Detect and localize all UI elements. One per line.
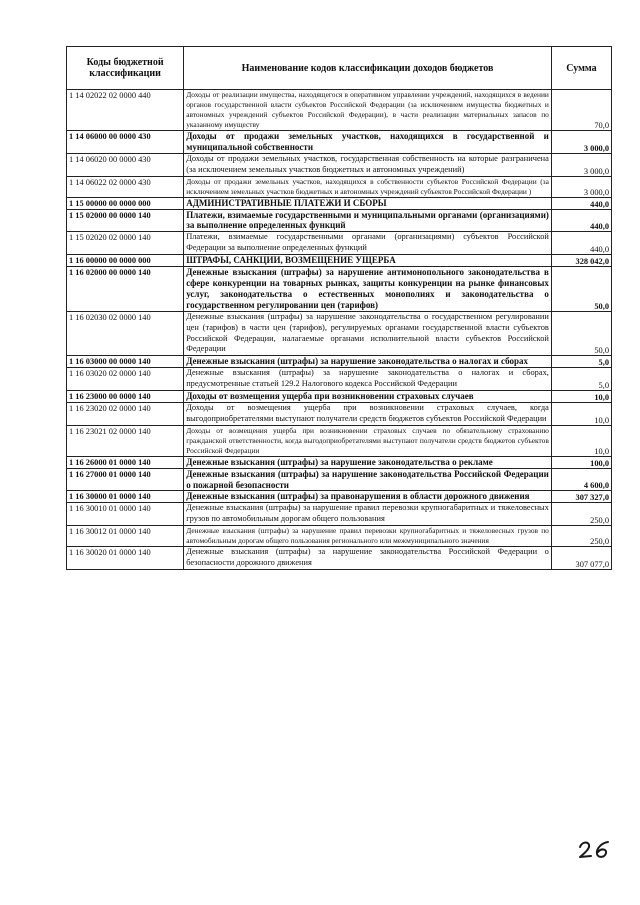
row-name: Денежные взыскания (штрафы) за правонарушения в области дорожного движения	[184, 491, 552, 503]
table-row	[67, 368, 612, 391]
row-code: 1 16 03000 00 0000 140	[67, 356, 184, 368]
row-amount: 3 000,0	[551, 131, 611, 154]
row-code: 1 15 02020 02 0000 140	[67, 232, 184, 255]
handwritten-page-number	[577, 838, 613, 860]
row-code: 1 14 06022 02 0000 430	[67, 176, 184, 197]
row-name: Денежные взыскания (штрафы) за нарушение законодательства Российской Федерации о пожарной безопасности	[184, 468, 552, 491]
row-code: 1 14 02022 02 0000 440	[67, 90, 184, 131]
row-amount: 70,0	[551, 90, 611, 131]
row-amount: 3 000,0	[551, 176, 611, 197]
header-name: Наименование кодов классификации доходов бюджетов	[184, 47, 552, 90]
row-name: Доходы от возмещения ущерба при возникновении страховых случаев, когда выгодоприобретателями выступают получатели средств бюджетов субъектов Российской Федерации	[184, 402, 552, 425]
table-row	[67, 255, 612, 267]
table-row	[67, 356, 612, 368]
row-amount: 307 077,0	[551, 547, 611, 570]
row-name: Денежные взыскания (штрафы) за нарушение правил перевозки крупногабаритных и тяжеловесных грузов по автомобильным дорогам общего пользования	[184, 503, 552, 526]
row-amount: 328 042,0	[551, 255, 611, 267]
row-code: 1 16 23021 02 0000 140	[67, 425, 184, 456]
row-code: 1 15 00000 00 0000 000	[67, 197, 184, 209]
row-amount: 307 327,0	[551, 491, 611, 503]
row-name: Денежные взыскания (штрафы) за нарушение правил перевозки крупногабаритных и тяжеловесных грузов по автомобильным дорогам общего пользования регионального или межмуниципального значения	[184, 526, 552, 547]
row-name: Денежные взыскания (штрафы) за нарушение законодательства о налогах и сборах, предусмотренные статьей 129.2 Налогового кодекса Российской Федерации	[184, 368, 552, 391]
table-row	[67, 176, 612, 197]
table-row	[67, 402, 612, 425]
row-name: Денежные взыскания (штрафы) за нарушение законодательства Российской Федерации о безопасности дорожного движения	[184, 547, 552, 570]
table-row	[67, 503, 612, 526]
row-amount: 5,0	[551, 356, 611, 368]
table-header-row	[67, 47, 612, 90]
row-amount: 440,0	[551, 197, 611, 209]
row-amount: 100,0	[551, 456, 611, 468]
row-name: Доходы от возмещения ущерба при возникновении страховых случаев по обязательному страхованию гражданской ответственности, когда выгодоприобретателями выступают получатели средств бюджетов субъектов Российской Федерации	[184, 425, 552, 456]
row-name: ШТРАФЫ, САНКЦИИ, ВОЗМЕЩЕНИЕ УЩЕРБА	[184, 255, 552, 267]
row-amount: 10,0	[551, 391, 611, 403]
row-code: 1 16 03020 02 0000 140	[67, 368, 184, 391]
row-amount: 10,0	[551, 425, 611, 456]
table-row	[67, 232, 612, 255]
row-code: 1 16 27000 01 0000 140	[67, 468, 184, 491]
row-name: Денежные взыскания (штрафы) за нарушение законодательства о государственном регулировании цен (тарифов) в части цен (тарифов), регулируемых органами государственной власти субъектов Российской Федерации, налагаемые органами исполнительной власти субъектов Российской Федерации	[184, 311, 552, 356]
row-code: 1 15 02000 00 0000 140	[67, 209, 184, 232]
row-code: 1 16 23000 00 0000 140	[67, 391, 184, 403]
row-name: Доходы от продажи земельных участков, находящихся в собственности субъектов Российской Федерации (за исключением земельных участков бюджетных и автономных учреждений субъектов Российской Федерации )	[184, 176, 552, 197]
header-amount: Сумма	[551, 47, 611, 90]
table-row	[67, 311, 612, 356]
row-name: Денежные взыскания (штрафы) за нарушение законодательства о налогах и сборах	[184, 356, 552, 368]
table-body	[67, 90, 612, 570]
row-amount: 250,0	[551, 503, 611, 526]
row-code: 1 16 30020 01 0000 140	[67, 547, 184, 570]
row-code: 1 16 30010 01 0000 140	[67, 503, 184, 526]
row-code: 1 16 26000 01 0000 140	[67, 456, 184, 468]
row-amount: 3 000,0	[551, 153, 611, 176]
row-code: 1 16 30000 01 0000 140	[67, 491, 184, 503]
table-row	[67, 468, 612, 491]
row-name: Доходы от продажи земельных участков, находящихся в государственной и муниципальной собственности	[184, 131, 552, 154]
table-row	[67, 391, 612, 403]
revenue-classification-table	[66, 46, 612, 570]
row-amount: 250,0	[551, 526, 611, 547]
table-row	[67, 526, 612, 547]
row-amount: 5,0	[551, 368, 611, 391]
row-code: 1 16 02030 02 0000 140	[67, 311, 184, 356]
row-name: Платежи, взимаемые государственными органами (организациями) субъектов Российской Федерации за выполнение определенных функций	[184, 232, 552, 255]
table-row	[67, 131, 612, 154]
table-row	[67, 267, 612, 312]
row-name: Денежные взыскания (штрафы) за нарушение законодательства о рекламе	[184, 456, 552, 468]
header-code: Коды бюджетной классификации	[67, 47, 184, 90]
row-amount: 50,0	[551, 311, 611, 356]
row-code: 1 14 06020 00 0000 430	[67, 153, 184, 176]
row-amount: 440,0	[551, 209, 611, 232]
row-code: 1 16 00000 00 0000 000	[67, 255, 184, 267]
row-name: Доходы от продажи земельных участков, государственная собственность на которые разграничена (за исключением земельных участков бюджетных и автономных учреждений)	[184, 153, 552, 176]
row-amount: 440,0	[551, 232, 611, 255]
row-name: Доходы от реализации имущества, находящегося в оперативном управлении учреждений, находящихся в ведении органов государственной власти субъектов Российской Федерации (за исключением имущества бюджетных и автономных учреждений субъектов Российской Федерации), в части реализации материальных запасов по указанному имуществу	[184, 90, 552, 131]
row-name: Платежи, взимаемые государственными и муниципальными органами (организациями) за выполнение определенных функций	[184, 209, 552, 232]
row-amount: 50,0	[551, 267, 611, 312]
row-code: 1 16 23020 02 0000 140	[67, 402, 184, 425]
row-name: АДМИНИСТРАТИВНЫЕ ПЛАТЕЖИ И СБОРЫ	[184, 197, 552, 209]
row-name: Денежные взыскания (штрафы) за нарушение антимонопольного законодательства в сфере конкуренции на товарных рынках, защиты конкуренции на рынке финансовых услуг, законодательства о естественных монополиях и законодательства о государственном регулировании цен (тарифов)	[184, 267, 552, 312]
row-code: 1 16 02000 00 0000 140	[67, 267, 184, 312]
table-row	[67, 456, 612, 468]
row-name: Доходы от возмещения ущерба при возникновении страховых случаев	[184, 391, 552, 403]
table-row	[67, 425, 612, 456]
table-row	[67, 491, 612, 503]
row-code: 1 16 30012 01 0000 140	[67, 526, 184, 547]
table-row	[67, 547, 612, 570]
table-row	[67, 197, 612, 209]
table-row	[67, 153, 612, 176]
row-code: 1 14 06000 00 0000 430	[67, 131, 184, 154]
row-amount: 10,0	[551, 402, 611, 425]
table-row	[67, 209, 612, 232]
table-row	[67, 90, 612, 131]
row-amount: 4 600,0	[551, 468, 611, 491]
